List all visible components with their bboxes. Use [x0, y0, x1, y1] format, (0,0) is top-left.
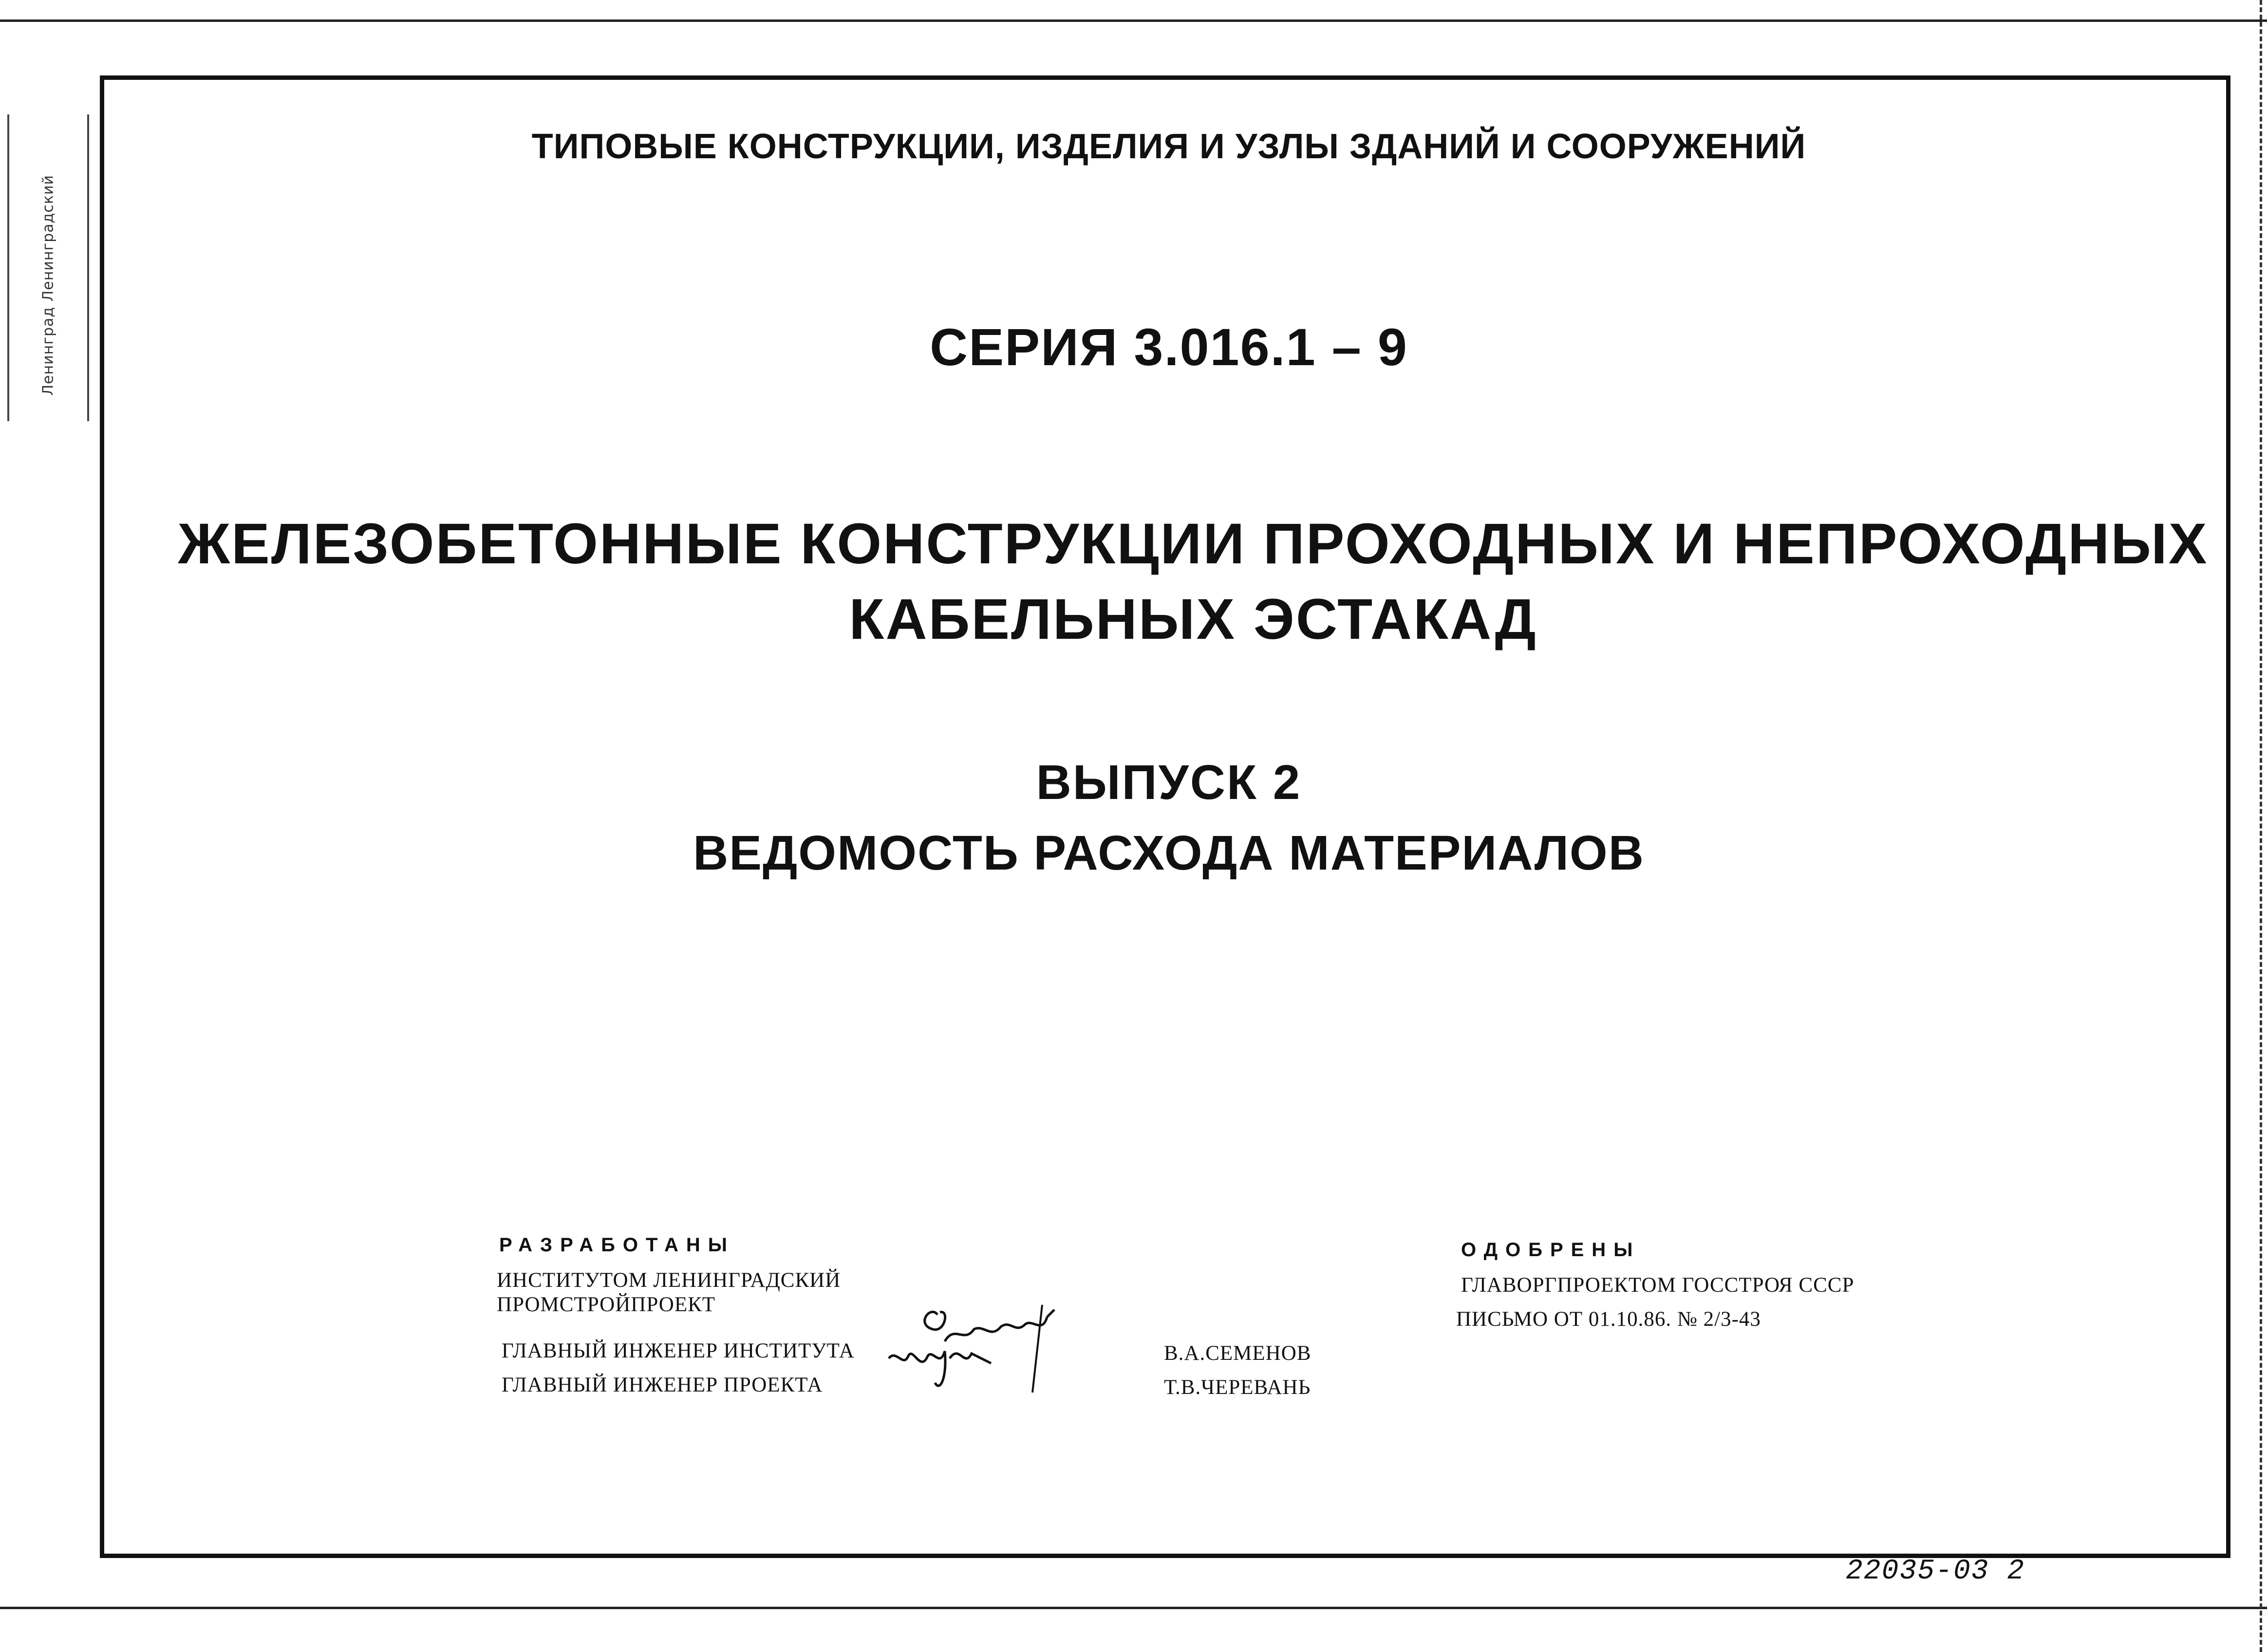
document-number: 22035-03 2	[1846, 1556, 2025, 1587]
signatures-image	[886, 1295, 1071, 1407]
main-title-line2: КАБЕЛЬНЫХ ЭСТАКАД	[849, 587, 1537, 651]
approval-letter: ПИСЬМО ОТ 01.10.86. № 2/3-43	[1456, 1308, 1761, 1331]
developed-institute-line2: ПРОМСТРОЙПРОЕКТ	[497, 1293, 716, 1316]
main-title-line1: ЖЕЛЕЗОБЕТОННЫЕ КОНСТРУКЦИИ ПРОХОДНЫХ И НЕПРОХОДНЫХ	[178, 512, 2209, 576]
role-chief-engineer-institute: ГЛАВНЫЙ ИНЖЕНЕР ИНСТИТУТА	[502, 1339, 855, 1362]
outer-border-top	[0, 19, 2267, 22]
approved-heading: ОДОБРЕНЫ	[1461, 1239, 1641, 1261]
main-title	[170, 506, 2216, 657]
role-chief-engineer-project: ГЛАВНЫЙ ИНЖЕНЕР ПРОЕКТА	[502, 1374, 823, 1396]
issue-number: ВЫПУСК 2	[1036, 755, 1302, 810]
category-title: ТИПОВЫЕ КОНСТРУКЦИИ, ИЗДЕЛИЯ И УЗЛЫ ЗДАНИЙ И СООРУЖЕНИЙ	[531, 127, 1806, 166]
series-number: СЕРИЯ 3.016.1 – 9	[930, 317, 1408, 376]
outer-border-bottom	[0, 1607, 2267, 1609]
name-cherevan: Т.В.ЧЕРЕВАНЬ	[1164, 1376, 1311, 1399]
developed-heading: РАЗРАБОТАНЫ	[499, 1234, 735, 1256]
name-semenov: В.А.СЕМЕНОВ	[1164, 1342, 1311, 1365]
developed-institute-line1: ИНСТИТУТОМ ЛЕНИНГРАДСКИЙ	[497, 1269, 841, 1292]
side-stamp-text: Ленинград Ленинградский	[39, 175, 57, 396]
sheet-frame	[100, 75, 2230, 1558]
approved-by: ГЛАВОРГПРОЕКТОМ ГОССТРОЯ СССР	[1461, 1274, 1855, 1297]
issue-subject: ВЕДОМОСТЬ РАСХОДА МАТЕРИАЛОВ	[693, 826, 1645, 880]
